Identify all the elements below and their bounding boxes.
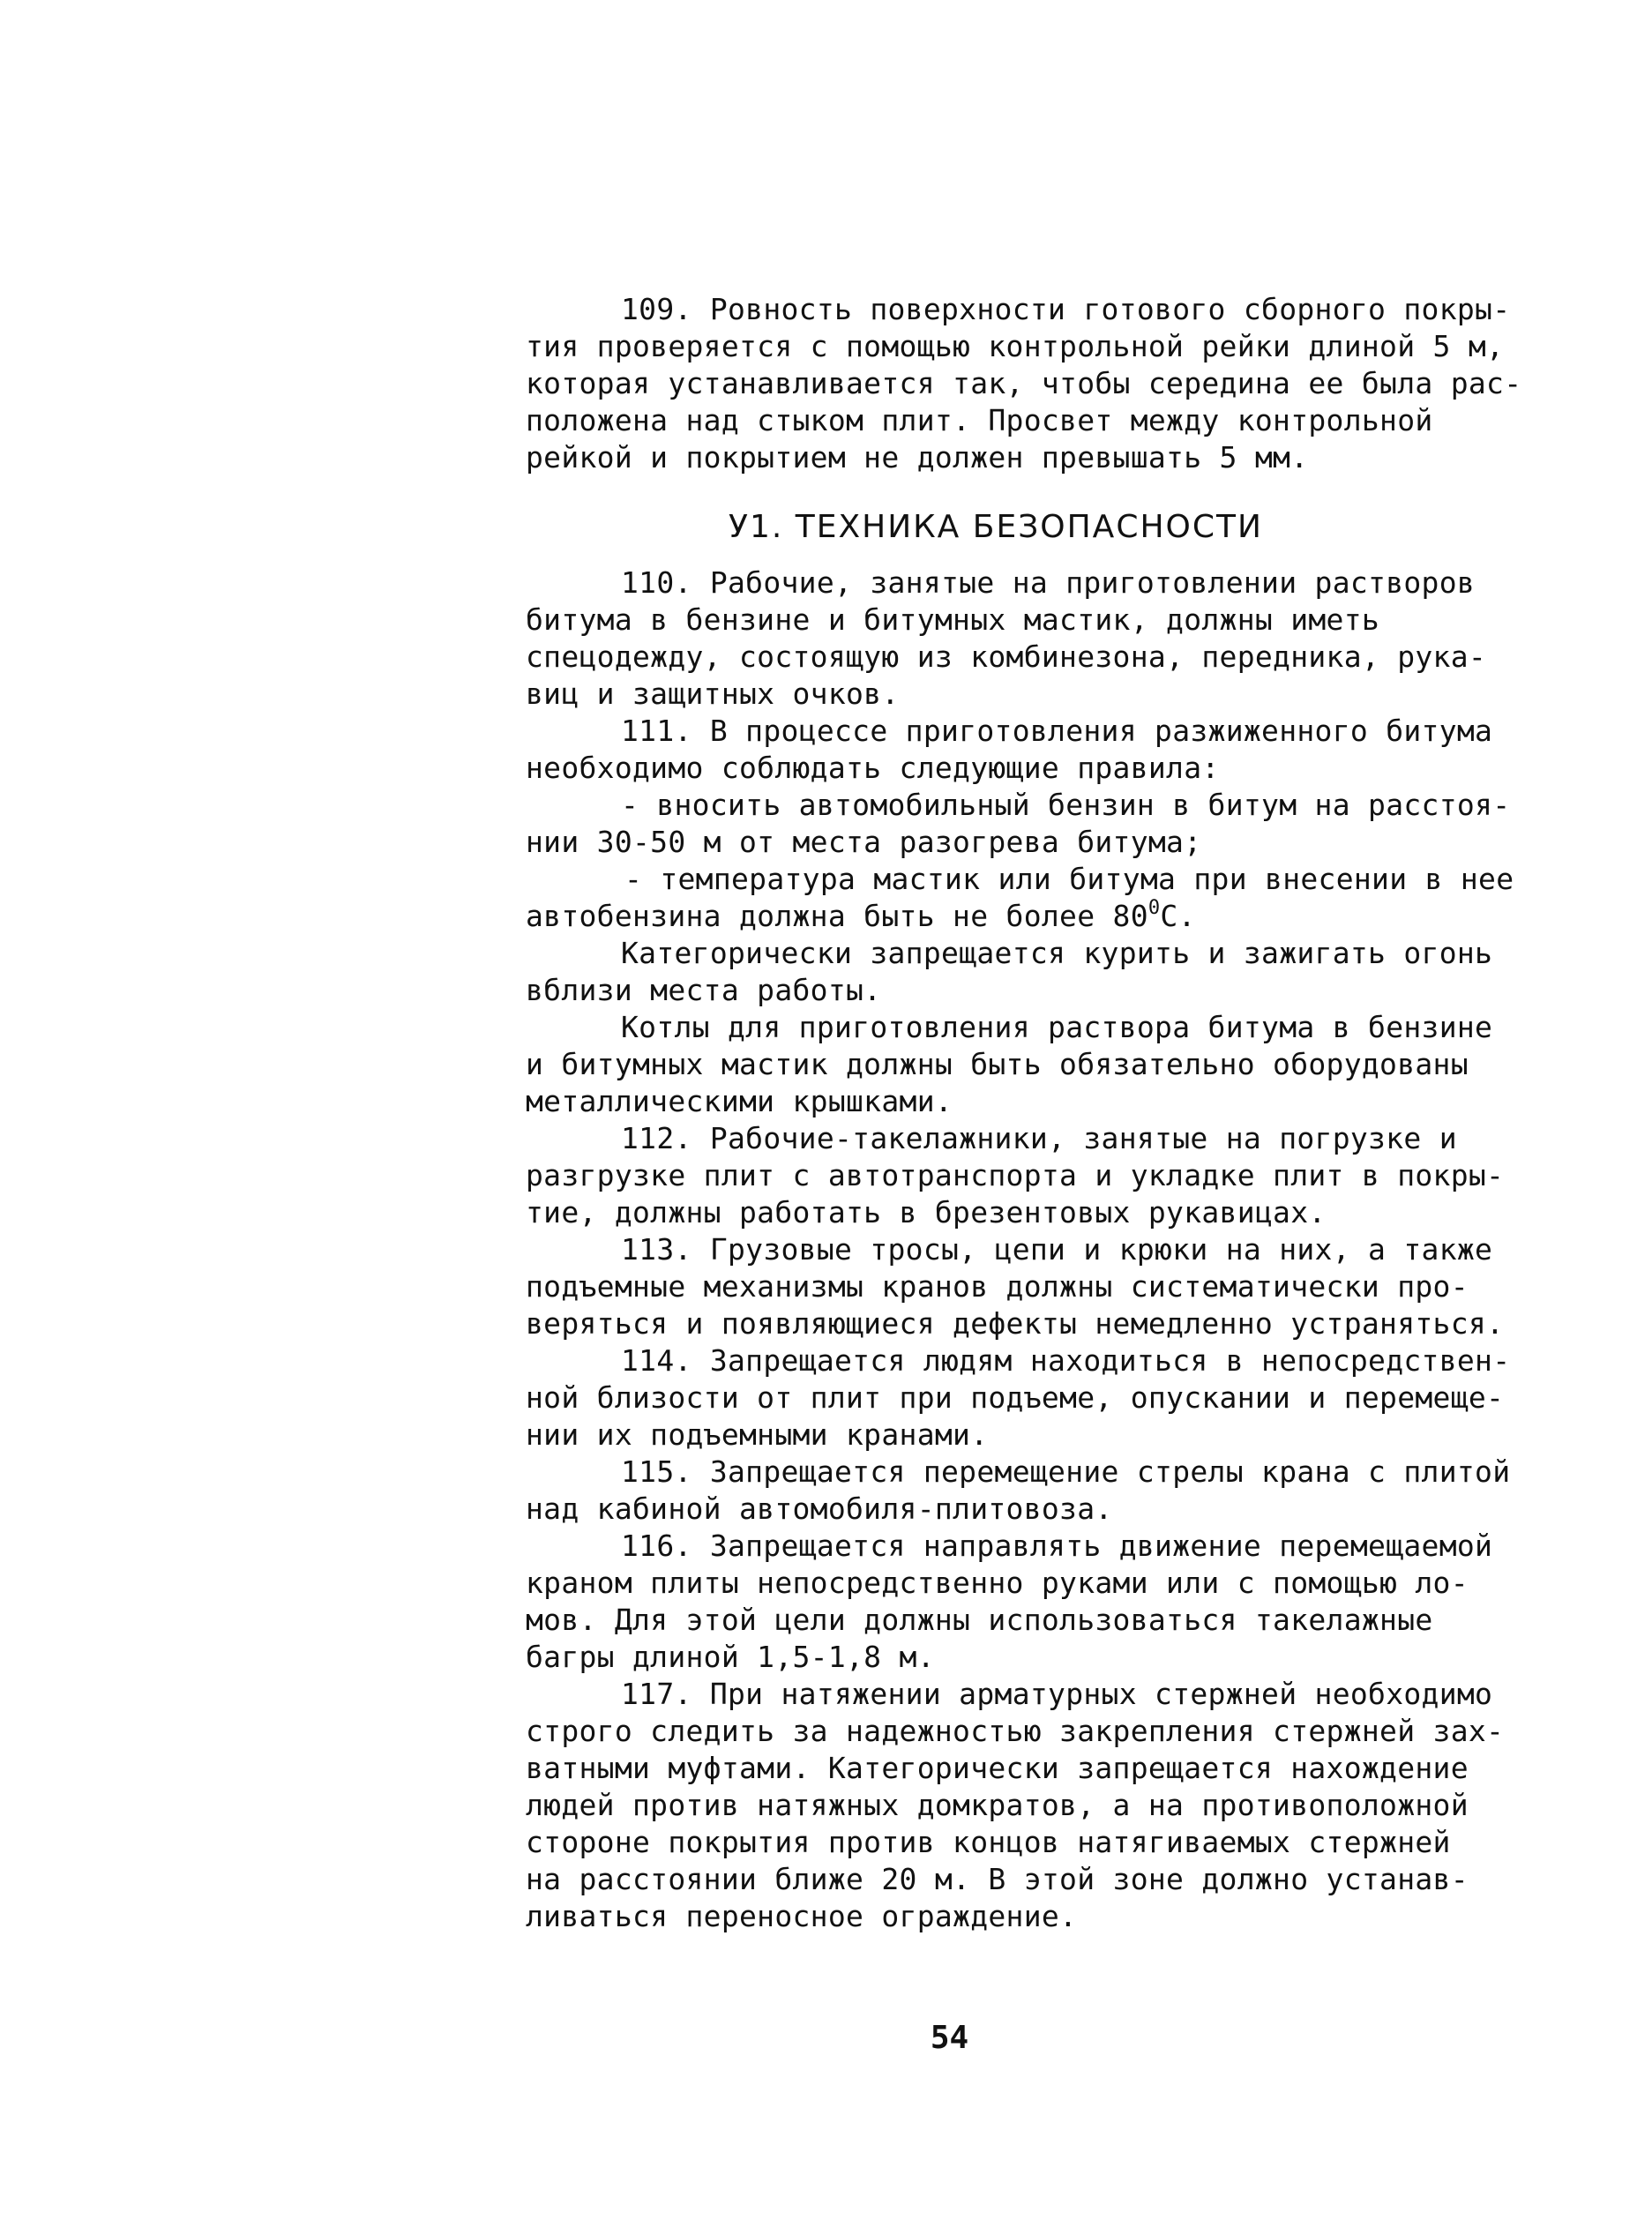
- text-line: багры длиной 1,5-1,8 м.: [526, 1640, 935, 1674]
- text-line: рейкой и покрытием не должен превышать 5 мм.: [526, 440, 1309, 475]
- text-line: 112. Рабочие-такелажники, занятые на погрузке и: [621, 1121, 1457, 1155]
- text-line: 114. Запрещается людям находиться в непосредствен-: [621, 1343, 1511, 1378]
- text-line: битума в бензине и битумных мастик, должны иметь: [526, 602, 1380, 637]
- paragraph-109: [526, 291, 1540, 476]
- text-line: положена над стыком плит. Просвет между контрольной: [526, 403, 1433, 437]
- text-line: людей против натяжных домкратов, а на противоположной: [526, 1788, 1469, 1822]
- text-line: 116. Запрещается направлять движение перемещаемой: [621, 1529, 1493, 1563]
- text-line: ной близости от плит при подъеме, опускании и перемеще-: [526, 1380, 1505, 1415]
- text-fragment: С.: [1160, 899, 1196, 933]
- page-content: [526, 291, 1540, 1935]
- text-line: Котлы для приготовления раствора битума в бензине: [621, 1010, 1493, 1044]
- text-line: - температура мастик или битума при внесении в нее: [624, 862, 1514, 896]
- text-line: спецодежду, состоящую из комбинезона, передника, рука-: [526, 639, 1487, 674]
- paragraph-117: [526, 1676, 1540, 1935]
- text-line: вблизи места работы.: [526, 973, 882, 1007]
- paragraph-116: [526, 1528, 1540, 1676]
- text-line: 113. Грузовые тросы, цепи и крюки на них, а также: [621, 1232, 1493, 1267]
- text-line: Категорически запрещается курить и зажигать огонь: [621, 936, 1493, 970]
- paragraph-115: [526, 1454, 1540, 1528]
- text-line: которая устанавливается так, чтобы середина ее была рас-: [526, 366, 1522, 400]
- text-line: и битумных мастик должны быть обязательно оборудованы: [526, 1047, 1469, 1081]
- text-line: необходимо соблюдать следующие правила:: [526, 751, 1220, 785]
- paragraph-110: [526, 564, 1540, 713]
- text-line: разгрузке плит с автотранспорта и укладке плит в покры-: [526, 1158, 1505, 1192]
- text-fragment: автобензина должна быть не более 80: [526, 899, 1148, 933]
- text-line: тия проверяется с помощью контрольной рейки длиной 5 м,: [526, 329, 1505, 363]
- text-line: ливаться переносное ограждение.: [526, 1899, 1078, 1933]
- section-title: У1. ТЕХНИКА БЕЗОПАСНОСТИ: [729, 509, 1263, 545]
- text-line: 111. В процессе приготовления разжиженного битума: [621, 714, 1493, 748]
- text-line: краном плиты непосредственно руками или с помощью ло-: [526, 1566, 1469, 1600]
- text-line: 109. Ровность поверхности готового сборного покры-: [621, 292, 1511, 326]
- text-line: мов. Для этой цели должны использоваться такелажные: [526, 1603, 1433, 1637]
- text-line: металлическими крышками.: [526, 1084, 953, 1118]
- rule-item-2: [526, 861, 1540, 935]
- text-line: на расстоянии ближе 20 м. В этой зоне должно устанав-: [526, 1862, 1469, 1896]
- text-line: 117. При натяжении арматурных стержней необходимо: [621, 1677, 1493, 1711]
- text-line: стороне покрытия против концов натягиваемых стержней: [526, 1825, 1451, 1859]
- degree-superscript: 0: [1147, 897, 1161, 919]
- text-line: нии 30-50 м от места разогрева битума;: [526, 825, 1202, 859]
- text-line: подъемные механизмы кранов должны систематически про-: [526, 1269, 1469, 1304]
- text-line: тие, должны работать в брезентовых рукавицах.: [526, 1195, 1327, 1230]
- rule-item-1: [526, 787, 1540, 861]
- text-line: 110. Рабочие, занятые на приготовлении растворов: [621, 565, 1476, 600]
- text-line: ватными муфтами. Категорически запрещается нахождение: [526, 1751, 1469, 1785]
- paragraph-114: [526, 1342, 1540, 1454]
- text-line-with-superscript: [526, 898, 1540, 935]
- text-line: над кабиной автомобиля-плитовоза.: [526, 1491, 1113, 1526]
- paragraph-boilers: [526, 1009, 1540, 1120]
- paragraph-smoking: [526, 935, 1540, 1009]
- text-line: - вносить автомобильный бензин в битум на расстоя-: [621, 788, 1511, 822]
- page-number: 54: [930, 2020, 969, 2056]
- paragraph-113: [526, 1231, 1540, 1342]
- paragraph-111: [526, 713, 1540, 787]
- paragraph-112: [526, 1120, 1540, 1231]
- text-line: виц и защитных очков.: [526, 676, 900, 711]
- text-line: веряться и появляющиеся дефекты немедленно устраняться.: [526, 1306, 1505, 1341]
- text-line: 115. Запрещается перемещение стрелы крана с плитой: [621, 1454, 1511, 1489]
- text-line: нии их подъемными кранами.: [526, 1417, 989, 1452]
- text-line: строго следить за надежностью закрепления стержней зах-: [526, 1714, 1505, 1748]
